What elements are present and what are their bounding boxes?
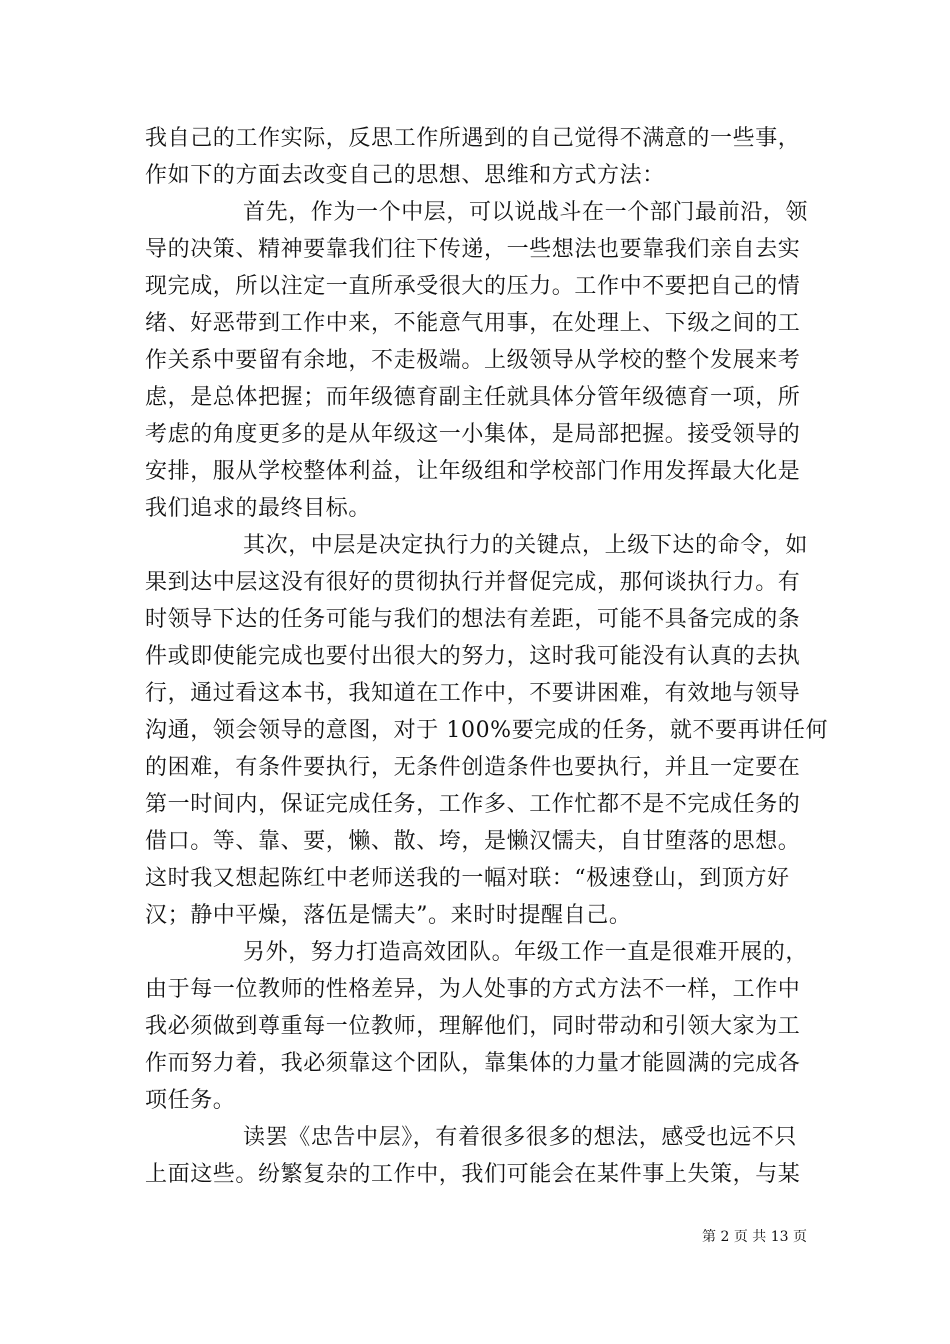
text-line: 沟通，领会领导的意图，对于 100%要完成的任务，就不要再讲任何	[145, 718, 829, 743]
text-line: 上面这些。纷繁复杂的工作中，我们可能会在某件事上失策，与某	[145, 1162, 801, 1187]
text-line: 由于每一位教师的性格差异，为人处事的方式方法不一样，工作中	[145, 977, 801, 1002]
text-line: 绪、好恶带到工作中来，不能意气用事，在处理上、下级之间的工	[145, 311, 801, 336]
text-line: 导的决策、精神要靠我们往下传递，一些想法也要靠我们亲自去实	[145, 237, 801, 262]
text-line: 我们追求的最终目标。	[145, 496, 372, 521]
text-line: 汉；静中平燥，落伍是懦夫”。来时时提醒自己。	[145, 903, 632, 928]
page-number-footer: 第 2 页 共 13 页	[702, 1229, 807, 1245]
text-line: 这时我又想起陈红中老师送我的一幅对联：“极速登山，到顶方好	[145, 866, 790, 891]
text-line: 作如下的方面去改变自己的思想、思维和方式方法：	[145, 163, 665, 188]
text-line: 我自己的工作实际，反思工作所遇到的自己觉得不满意的一些事，	[145, 126, 801, 151]
text-line: 虑，是总体把握；而年级德育副主任就具体分管年级德育一项，所	[145, 385, 801, 410]
text-line: 作关系中要留有余地，不走极端。上级领导从学校的整个发展来考	[145, 348, 801, 373]
text-line: 件或即使能完成也要付出很大的努力，这时我可能没有认真的去执	[145, 644, 801, 669]
text-line: 的困难，有条件要执行，无条件创造条件也要执行，并且一定要在	[145, 755, 801, 780]
text-line: 我必须做到尊重每一位教师，理解他们，同时带动和引领大家为工	[145, 1014, 801, 1039]
text-line: 第一时间内，保证完成任务，工作多、工作忙都不是不完成任务的	[145, 792, 801, 817]
paragraph-first-line: 首先，作为一个中层，可以说战斗在一个部门最前沿，领	[243, 200, 809, 225]
text-line: 现完成，所以注定一直所承受很大的压力。工作中不要把自己的情	[145, 274, 801, 299]
text-line: 考虑的角度更多的是从年级这一小集体，是局部把握。接受领导的	[145, 422, 801, 447]
paragraph-first-line: 另外，努力打造高效团队。年级工作一直是很难开展的，	[243, 940, 809, 965]
text-line: 安排，服从学校整体利益，让年级组和学校部门作用发挥最大化是	[145, 459, 801, 484]
paragraph-first-line: 读罢《忠告中层》，有着很多很多的想法，感受也远不只	[243, 1125, 798, 1150]
text-line: 行，通过看这本书，我知道在工作中，不要讲困难，有效地与领导	[145, 681, 801, 706]
text-line: 果到达中层这没有很好的贯彻执行并督促完成，那何谈执行力。有	[145, 570, 801, 595]
text-line: 项任务。	[145, 1088, 236, 1113]
paragraph-first-line: 其次，中层是决定执行力的关键点，上级下达的命令，如	[243, 533, 809, 558]
text-line: 借口。等、靠、要，懒、散、垮，是懒汉懦夫，自甘堕落的思想。	[145, 829, 801, 854]
text-line: 作而努力着，我必须靠这个团队，靠集体的力量才能圆满的完成各	[145, 1051, 801, 1076]
text-line: 时领导下达的任务可能与我们的想法有差距，可能不具备完成的条	[145, 607, 801, 632]
